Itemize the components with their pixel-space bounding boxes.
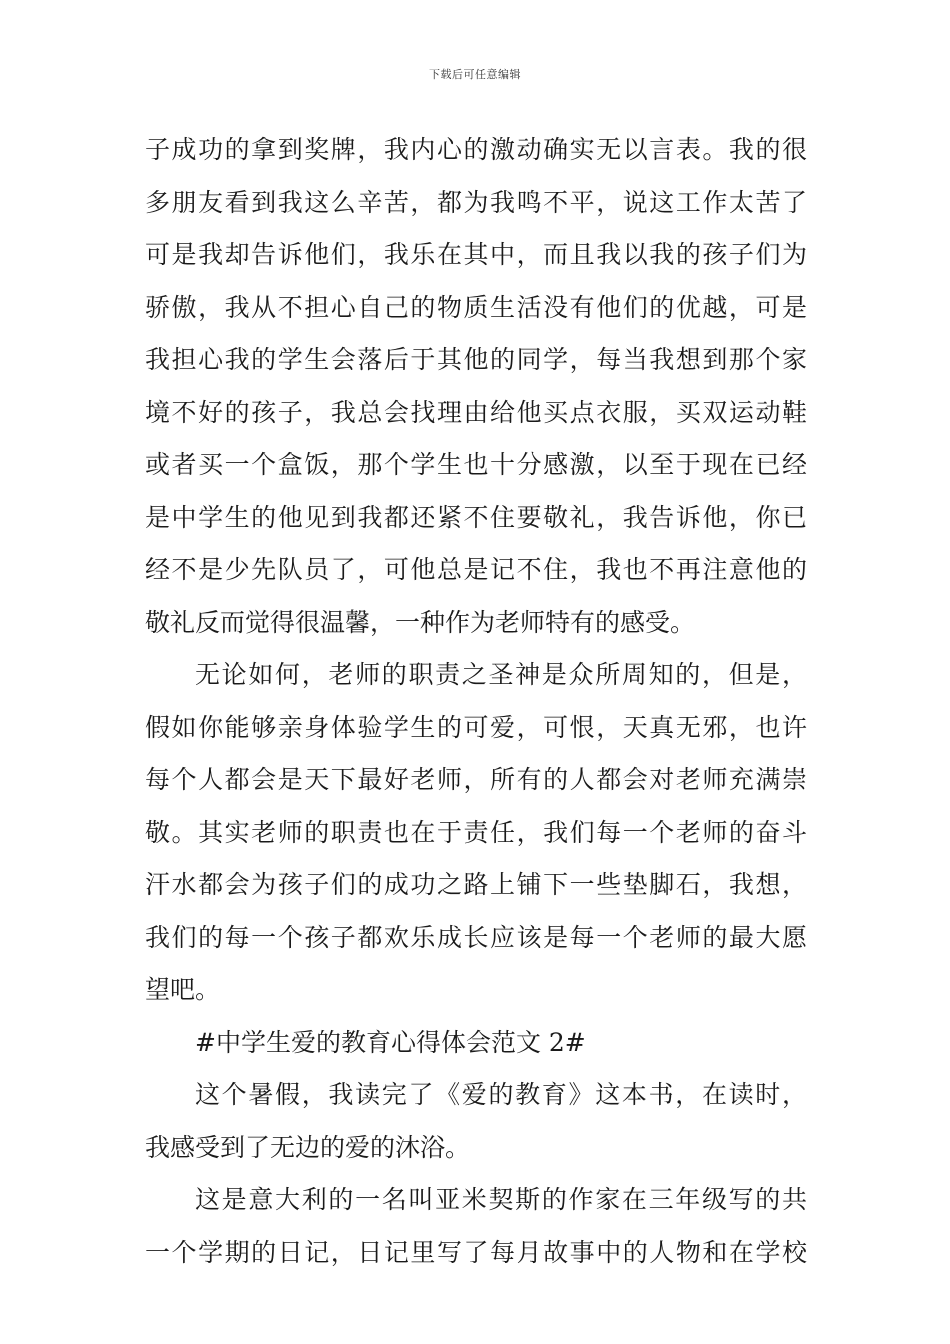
text-line: 望吧。 [145,975,221,1004]
text-line: 我感受到了无边的爱的沐浴。 [145,1132,471,1162]
text-line: 骄傲，我从不担心自己的物质生活没有他们的优越，可是 [145,292,807,322]
text-line: 或者买一个盒饭，那个学生也十分感激，以至于现在已经 [145,450,807,479]
text-line: 子成功的拿到奖牌，我内心的激动确实无以言表。我的很 [145,135,807,164]
text-line: 境不好的孩子，我总会找理由给他买点衣服，买双运动鞋 [145,397,807,427]
text-line: 我担心我的学生会落后于其他的同学，每当我想到那个家 [145,345,807,374]
text-line: 这是意大利的一名叫亚米契斯的作家在三年级写的共 [195,1185,807,1214]
text-line: 多朋友看到我这么辛苦，都为我鸣不平，说这工作太苦了 [145,187,807,217]
document-body [145,124,807,1279]
text-line: 这个暑假，我读完了《爱的教育》这本书，在读时， [195,1080,807,1109]
text-line: 可是我却告诉他们，我乐在其中，而且我以我的孩子们为 [145,240,807,269]
text-line: 我们的每一个孩子都欢乐成长应该是每一个老师的最大愿 [145,922,807,952]
text-line: 是中学生的他见到我都还紧不住要敬礼，我告诉他，你已 [145,502,807,532]
text-line: 敬。其实老师的职责也在于责任，我们每一个老师的奋斗 [145,817,807,847]
text-line: #中学生爱的教育心得体会范文 2# [195,1027,586,1057]
text-line: 每个人都会是天下最好老师，所有的人都会对老师充满崇 [145,765,807,794]
text-line: 假如你能够亲身体验学生的可爱，可恨，天真无邪，也许 [145,712,807,742]
text-line: 经不是少先队员了，可他总是记不住，我也不再注意他的 [145,555,807,584]
text-line: 汗水都会为孩子们的成功之路上铺下一些垫脚石，我想， [145,870,807,899]
text-line: 一个学期的日记，日记里写了每月故事中的人物和在学校 [145,1237,807,1267]
text-line: 无论如何，老师的职责之圣神是众所周知的，但是， [195,660,807,689]
text-line: 敬礼反而觉得很温馨，一种作为老师特有的感受。 [145,607,696,637]
page-header: 下载后可任意编辑 [429,68,521,81]
